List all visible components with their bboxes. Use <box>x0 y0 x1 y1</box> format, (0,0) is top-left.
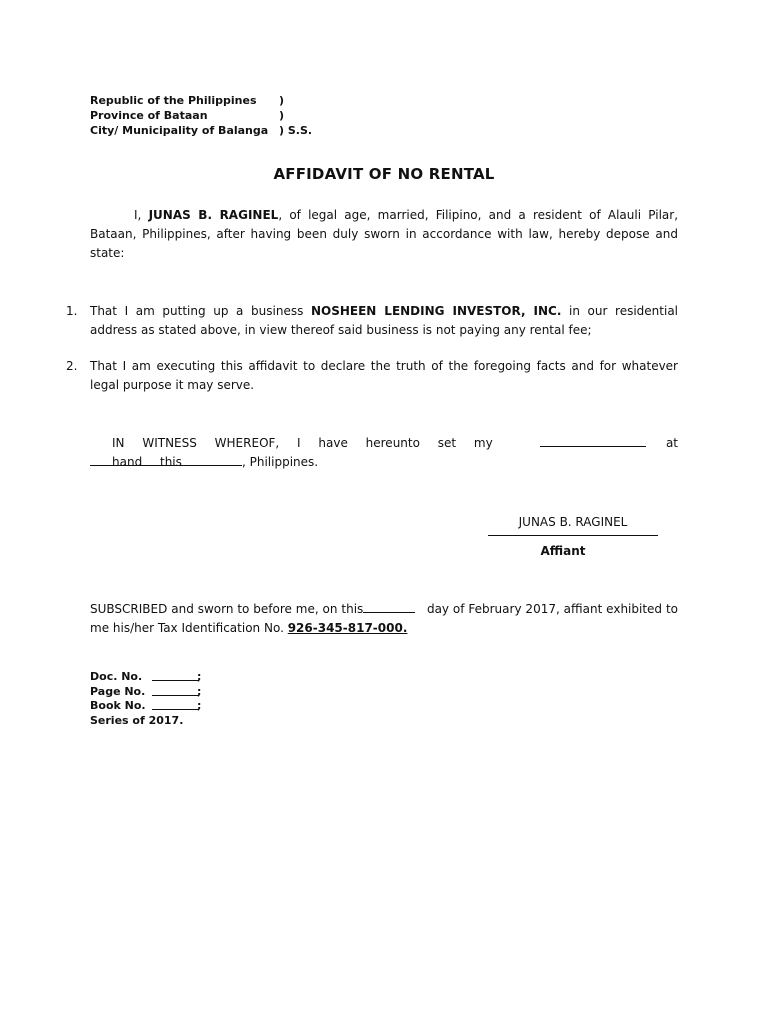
jurat-part1: SUBSCRIBED and sworn to before me, on this <box>90 602 364 616</box>
tin-number: 926-345-817-000. <box>287 621 408 635</box>
intro-prefix: I, <box>134 208 149 222</box>
item-text-after: in our residential address as stated above, in view thereof said business is not paying any rental fee; <box>90 304 679 337</box>
signature-name: JUNAS B. RAGINEL <box>518 515 628 529</box>
book-no-semicolon: ; <box>197 699 202 712</box>
page-no-blank[interactable] <box>152 684 198 696</box>
signature-line <box>488 535 658 536</box>
venue-city-label: City/ Municipality of Balanga <box>90 124 269 137</box>
place-blank[interactable] <box>90 453 242 466</box>
book-no-row <box>90 698 202 713</box>
book-no-blank[interactable] <box>152 698 198 710</box>
witness-date-group <box>540 434 678 472</box>
signature-role: Affiant <box>540 544 586 558</box>
doc-no-semicolon: ; <box>197 670 202 683</box>
venue-country-row <box>90 93 285 108</box>
venue-country-label: Republic of the Philippines <box>90 94 257 107</box>
page-no-row <box>90 684 202 699</box>
business-name: NOSHEEN LENDING INVESTOR, INC. <box>310 304 562 318</box>
doc-no-row <box>90 669 202 684</box>
page-no-semicolon: ; <box>197 685 202 698</box>
book-no-label: Book No. <box>90 699 146 712</box>
witness-line-2 <box>90 453 318 472</box>
page-no-label: Page No. <box>90 685 146 698</box>
doc-no-blank[interactable] <box>152 669 198 681</box>
witness-at: at <box>665 436 678 450</box>
venue-province-row <box>90 108 285 123</box>
item-text: That I am executing this affidavit to declare the truth of the foregoing facts and for whatever legal purpose it may serve. <box>90 359 678 392</box>
item-number: 2. <box>66 359 78 373</box>
item-number: 1. <box>66 304 78 318</box>
day-blank[interactable] <box>363 600 415 613</box>
list-item <box>66 302 678 340</box>
item-text <box>90 302 678 340</box>
item-text-before: That I am putting up a business <box>90 304 311 318</box>
witness-text: IN WITNESS WHEREOF, I have hereunto set my hand this <box>112 436 493 469</box>
jurat-part2: day of February 2017, affiant exhibited to me his/her Tax Identification No. <box>90 602 678 635</box>
document-title: AFFIDAVIT OF NO RENTAL <box>273 165 495 183</box>
witness-end: , Philippines. <box>242 455 319 469</box>
venue-country-paren: ) <box>279 94 285 107</box>
intro-rest: , of legal age, married, Filipino, and a resident of Alauli Pilar, Bataan, Philippines, after having been duly sworn in accordance with law, hereby depose and state: <box>90 208 679 260</box>
date-blank[interactable] <box>540 434 646 447</box>
list-item <box>66 357 678 395</box>
venue-city-row <box>90 123 313 138</box>
series-line: Series of 2017. <box>90 714 184 727</box>
jurat-paragraph <box>90 600 678 638</box>
venue-province-label: Province of Bataan <box>90 109 208 122</box>
venue-city-paren: ) S.S. <box>279 124 313 137</box>
affiant-name: JUNAS B. RAGINEL <box>148 208 279 222</box>
venue-province-paren: ) <box>279 109 285 122</box>
intro-paragraph <box>90 206 678 263</box>
doc-no-label: Doc. No. <box>90 670 143 683</box>
